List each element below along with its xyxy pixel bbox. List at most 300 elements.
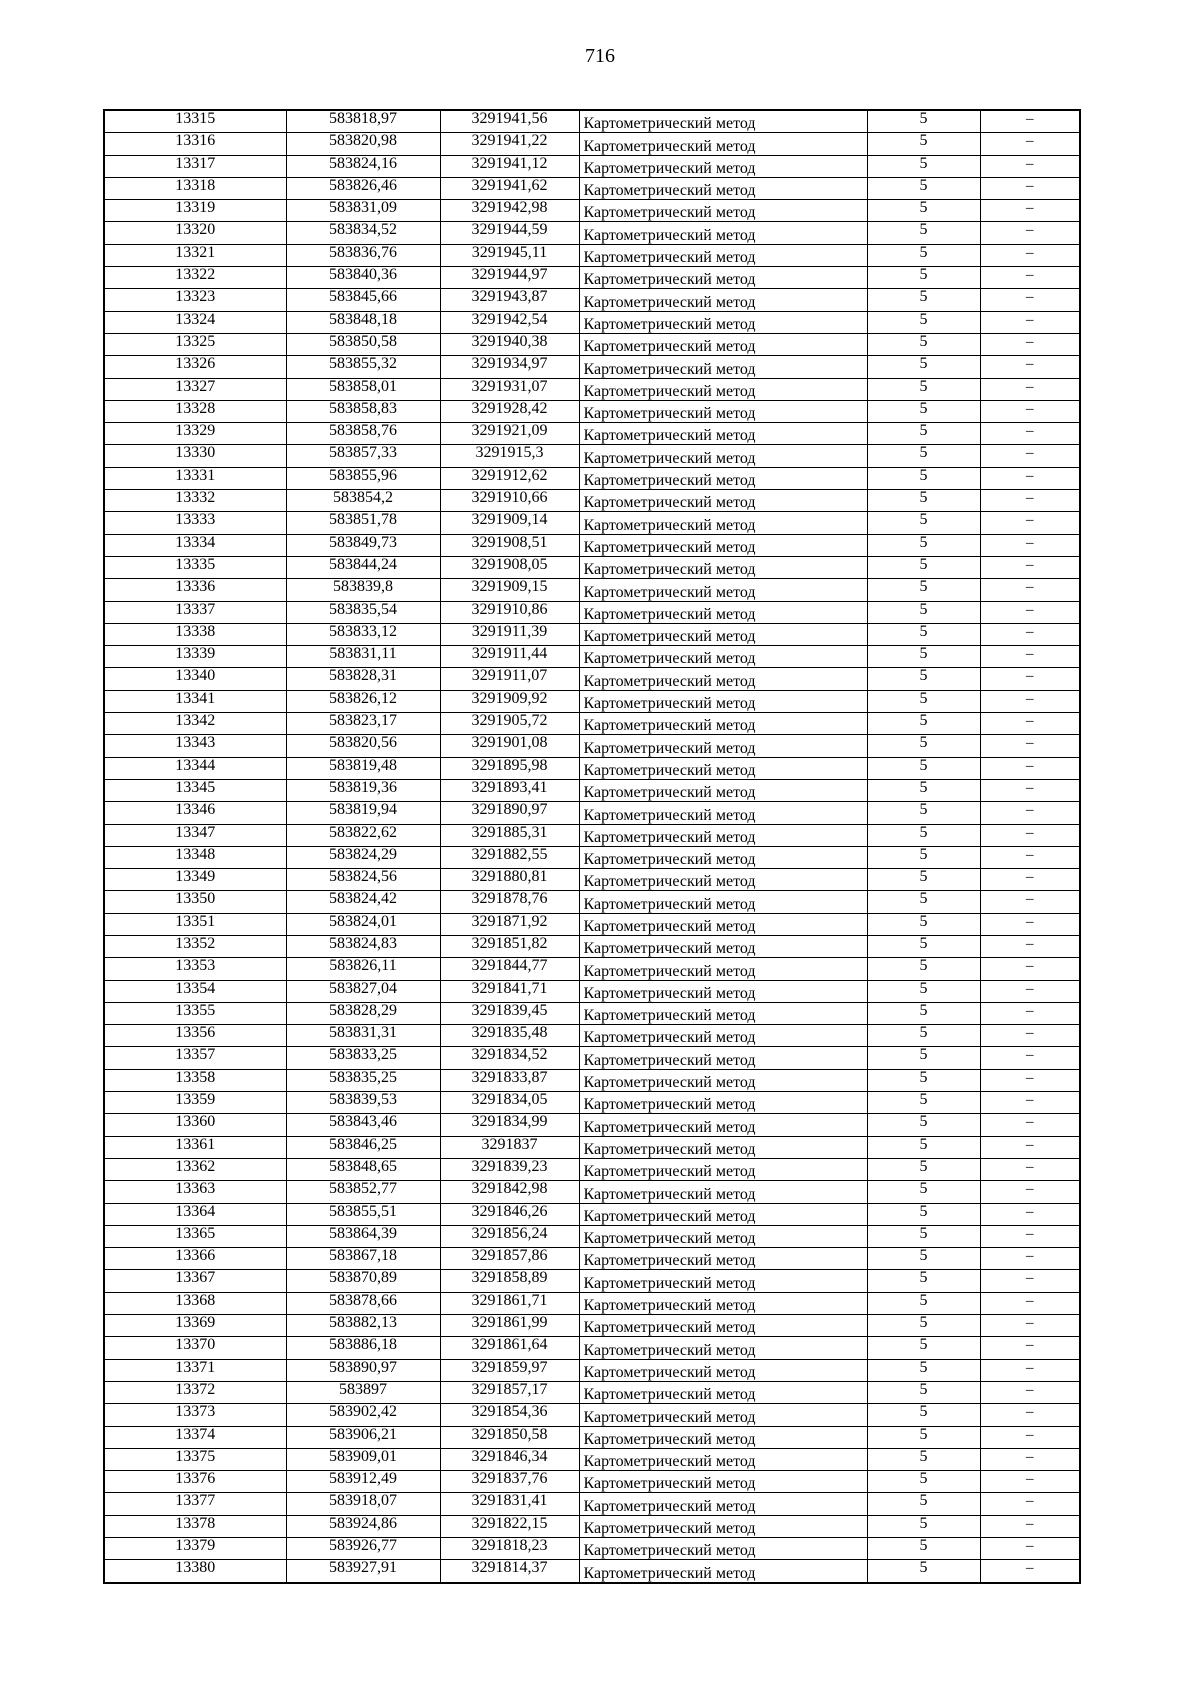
x-coordinate-cell: 583878,66: [286, 1292, 440, 1314]
x-coordinate-cell: 583836,76: [286, 244, 440, 266]
method-cell: Картометрический метод: [579, 1426, 867, 1448]
table-row: [104, 980, 1080, 1002]
y-coordinate-cell: 3291910,66: [440, 490, 579, 512]
method-cell: Картометрический метод: [579, 1158, 867, 1180]
accuracy-cell: 5: [867, 935, 980, 957]
point-number-cell: 13323: [104, 289, 286, 311]
description-cell: –: [980, 311, 1080, 333]
description-cell: –: [980, 177, 1080, 199]
table-row: [104, 824, 1080, 846]
method-cell: Картометрический метод: [579, 445, 867, 467]
description-cell: –: [980, 1404, 1080, 1426]
table-row: [104, 757, 1080, 779]
y-coordinate-cell: 3291911,44: [440, 646, 579, 668]
description-cell: –: [980, 1114, 1080, 1136]
table-row: [104, 1181, 1080, 1203]
accuracy-cell: 5: [867, 1538, 980, 1560]
accuracy-cell: 5: [867, 869, 980, 891]
x-coordinate-cell: 583846,25: [286, 1136, 440, 1158]
point-number-cell: 13351: [104, 913, 286, 935]
method-cell: Картометрический метод: [579, 289, 867, 311]
method-cell: Картометрический метод: [579, 935, 867, 957]
accuracy-cell: 5: [867, 1493, 980, 1515]
method-cell: Картометрический метод: [579, 222, 867, 244]
table-row: [104, 445, 1080, 467]
x-coordinate-cell: 583834,52: [286, 222, 440, 244]
method-cell: Картометрический метод: [579, 1471, 867, 1493]
point-number-cell: 13329: [104, 423, 286, 445]
description-cell: –: [980, 556, 1080, 578]
table-row: [104, 1270, 1080, 1292]
accuracy-cell: 5: [867, 467, 980, 489]
x-coordinate-cell: 583867,18: [286, 1248, 440, 1270]
accuracy-cell: 5: [867, 1315, 980, 1337]
accuracy-cell: 5: [867, 400, 980, 422]
accuracy-cell: 5: [867, 445, 980, 467]
x-coordinate-cell: 583849,73: [286, 534, 440, 556]
description-cell: –: [980, 423, 1080, 445]
y-coordinate-cell: 3291871,92: [440, 913, 579, 935]
table-row: [104, 1203, 1080, 1225]
method-cell: Картометрический метод: [579, 690, 867, 712]
y-coordinate-cell: 3291861,71: [440, 1292, 579, 1314]
point-number-cell: 13356: [104, 1025, 286, 1047]
table-row: [104, 1002, 1080, 1024]
y-coordinate-cell: 3291841,71: [440, 980, 579, 1002]
method-cell: Картометрический метод: [579, 155, 867, 177]
x-coordinate-cell: 583906,21: [286, 1426, 440, 1448]
accuracy-cell: 5: [867, 1047, 980, 1069]
y-coordinate-cell: 3291818,23: [440, 1538, 579, 1560]
method-cell: Картометрический метод: [579, 1448, 867, 1470]
accuracy-cell: 5: [867, 1426, 980, 1448]
x-coordinate-cell: 583824,42: [286, 891, 440, 913]
accuracy-cell: 5: [867, 958, 980, 980]
y-coordinate-cell: 3291943,87: [440, 289, 579, 311]
table-row: [104, 177, 1080, 199]
y-coordinate-cell: 3291944,59: [440, 222, 579, 244]
description-cell: –: [980, 155, 1080, 177]
y-coordinate-cell: 3291822,15: [440, 1515, 579, 1537]
table-row: [104, 579, 1080, 601]
y-coordinate-cell: 3291834,05: [440, 1092, 579, 1114]
method-cell: Картометрический метод: [579, 1181, 867, 1203]
point-number-cell: 13338: [104, 623, 286, 645]
accuracy-cell: 5: [867, 490, 980, 512]
coordinates-table-body: [104, 110, 1080, 1583]
point-number-cell: 13337: [104, 601, 286, 623]
point-number-cell: 13348: [104, 846, 286, 868]
method-cell: Картометрический метод: [579, 400, 867, 422]
accuracy-cell: 5: [867, 1381, 980, 1403]
accuracy-cell: 5: [867, 244, 980, 266]
x-coordinate-cell: 583833,12: [286, 623, 440, 645]
method-cell: Картометрический метод: [579, 1025, 867, 1047]
y-coordinate-cell: 3291837,76: [440, 1471, 579, 1493]
x-coordinate-cell: 583855,51: [286, 1203, 440, 1225]
table-row: [104, 1025, 1080, 1047]
accuracy-cell: 5: [867, 735, 980, 757]
point-number-cell: 13335: [104, 556, 286, 578]
accuracy-cell: 5: [867, 1114, 980, 1136]
description-cell: –: [980, 958, 1080, 980]
table-row: [104, 713, 1080, 735]
x-coordinate-cell: 583890,97: [286, 1359, 440, 1381]
method-cell: Картометрический метод: [579, 579, 867, 601]
x-coordinate-cell: 583844,24: [286, 556, 440, 578]
table-row: [104, 1092, 1080, 1114]
method-cell: Картометрический метод: [579, 1292, 867, 1314]
point-number-cell: 13328: [104, 400, 286, 422]
accuracy-cell: 5: [867, 646, 980, 668]
x-coordinate-cell: 583845,66: [286, 289, 440, 311]
x-coordinate-cell: 583843,46: [286, 1114, 440, 1136]
accuracy-cell: 5: [867, 289, 980, 311]
description-cell: –: [980, 400, 1080, 422]
method-cell: Картометрический метод: [579, 668, 867, 690]
x-coordinate-cell: 583902,42: [286, 1404, 440, 1426]
description-cell: –: [980, 713, 1080, 735]
x-coordinate-cell: 583820,98: [286, 133, 440, 155]
description-cell: –: [980, 1092, 1080, 1114]
method-cell: Картометрический метод: [579, 1248, 867, 1270]
method-cell: Картометрический метод: [579, 623, 867, 645]
table-row: [104, 601, 1080, 623]
point-number-cell: 13344: [104, 757, 286, 779]
accuracy-cell: 5: [867, 423, 980, 445]
accuracy-cell: 5: [867, 1404, 980, 1426]
description-cell: –: [980, 467, 1080, 489]
point-number-cell: 13364: [104, 1203, 286, 1225]
point-number-cell: 13326: [104, 356, 286, 378]
y-coordinate-cell: 3291859,97: [440, 1359, 579, 1381]
accuracy-cell: 5: [867, 980, 980, 1002]
accuracy-cell: 5: [867, 1270, 980, 1292]
table-row: [104, 244, 1080, 266]
point-number-cell: 13362: [104, 1158, 286, 1180]
method-cell: Картометрический метод: [579, 646, 867, 668]
description-cell: –: [980, 1493, 1080, 1515]
accuracy-cell: 5: [867, 846, 980, 868]
y-coordinate-cell: 3291910,86: [440, 601, 579, 623]
accuracy-cell: 5: [867, 556, 980, 578]
accuracy-cell: 5: [867, 601, 980, 623]
description-cell: –: [980, 1225, 1080, 1247]
description-cell: –: [980, 824, 1080, 846]
y-coordinate-cell: 3291834,99: [440, 1114, 579, 1136]
y-coordinate-cell: 3291882,55: [440, 846, 579, 868]
y-coordinate-cell: 3291909,92: [440, 690, 579, 712]
y-coordinate-cell: 3291941,22: [440, 133, 579, 155]
point-number-cell: 13369: [104, 1315, 286, 1337]
y-coordinate-cell: 3291858,89: [440, 1270, 579, 1292]
point-number-cell: 13349: [104, 869, 286, 891]
method-cell: Картометрический метод: [579, 490, 867, 512]
method-cell: Картометрический метод: [579, 356, 867, 378]
method-cell: Картометрический метод: [579, 1493, 867, 1515]
y-coordinate-cell: 3291851,82: [440, 935, 579, 957]
accuracy-cell: 5: [867, 757, 980, 779]
method-cell: Картометрический метод: [579, 1404, 867, 1426]
method-cell: Картометрический метод: [579, 779, 867, 801]
accuracy-cell: 5: [867, 802, 980, 824]
description-cell: –: [980, 490, 1080, 512]
point-number-cell: 13354: [104, 980, 286, 1002]
point-number-cell: 13322: [104, 267, 286, 289]
x-coordinate-cell: 583824,01: [286, 913, 440, 935]
accuracy-cell: 5: [867, 133, 980, 155]
table-row: [104, 735, 1080, 757]
x-coordinate-cell: 583858,76: [286, 423, 440, 445]
description-cell: –: [980, 110, 1080, 133]
table-row: [104, 200, 1080, 222]
description-cell: –: [980, 891, 1080, 913]
table-row: [104, 400, 1080, 422]
method-cell: Картометрический метод: [579, 824, 867, 846]
description-cell: –: [980, 133, 1080, 155]
x-coordinate-cell: 583855,96: [286, 467, 440, 489]
method-cell: Картометрический метод: [579, 1315, 867, 1337]
table-row: [104, 1337, 1080, 1359]
description-cell: –: [980, 1315, 1080, 1337]
accuracy-cell: 5: [867, 1158, 980, 1180]
description-cell: –: [980, 1069, 1080, 1091]
x-coordinate-cell: 583824,16: [286, 155, 440, 177]
point-number-cell: 13318: [104, 177, 286, 199]
accuracy-cell: 5: [867, 378, 980, 400]
point-number-cell: 13342: [104, 713, 286, 735]
x-coordinate-cell: 583851,78: [286, 512, 440, 534]
description-cell: –: [980, 935, 1080, 957]
x-coordinate-cell: 583850,58: [286, 333, 440, 355]
y-coordinate-cell: 3291908,05: [440, 556, 579, 578]
method-cell: Картометрический метод: [579, 1381, 867, 1403]
x-coordinate-cell: 583831,09: [286, 200, 440, 222]
y-coordinate-cell: 3291861,64: [440, 1337, 579, 1359]
point-number-cell: 13373: [104, 1404, 286, 1426]
y-coordinate-cell: 3291893,41: [440, 779, 579, 801]
table-row: [104, 958, 1080, 980]
y-coordinate-cell: 3291854,36: [440, 1404, 579, 1426]
accuracy-cell: 5: [867, 1471, 980, 1493]
accuracy-cell: 5: [867, 1515, 980, 1537]
table-row: [104, 779, 1080, 801]
table-row: [104, 267, 1080, 289]
method-cell: Картометрический метод: [579, 1538, 867, 1560]
y-coordinate-cell: 3291837: [440, 1136, 579, 1158]
x-coordinate-cell: 583831,11: [286, 646, 440, 668]
y-coordinate-cell: 3291908,51: [440, 534, 579, 556]
table-row: [104, 623, 1080, 645]
point-number-cell: 13324: [104, 311, 286, 333]
y-coordinate-cell: 3291842,98: [440, 1181, 579, 1203]
method-cell: Картометрический метод: [579, 110, 867, 133]
table-row: [104, 1426, 1080, 1448]
table-row: [104, 155, 1080, 177]
description-cell: –: [980, 1181, 1080, 1203]
table-row: [104, 1493, 1080, 1515]
point-number-cell: 13332: [104, 490, 286, 512]
accuracy-cell: 5: [867, 534, 980, 556]
method-cell: Картометрический метод: [579, 177, 867, 199]
y-coordinate-cell: 3291885,31: [440, 824, 579, 846]
point-number-cell: 13360: [104, 1114, 286, 1136]
description-cell: –: [980, 869, 1080, 891]
y-coordinate-cell: 3291901,08: [440, 735, 579, 757]
table-row: [104, 1158, 1080, 1180]
point-number-cell: 13367: [104, 1270, 286, 1292]
description-cell: –: [980, 846, 1080, 868]
x-coordinate-cell: 583839,53: [286, 1092, 440, 1114]
x-coordinate-cell: 583858,83: [286, 400, 440, 422]
point-number-cell: 13363: [104, 1181, 286, 1203]
accuracy-cell: 5: [867, 891, 980, 913]
y-coordinate-cell: 3291941,12: [440, 155, 579, 177]
point-number-cell: 13379: [104, 1538, 286, 1560]
description-cell: –: [980, 757, 1080, 779]
method-cell: Картометрический метод: [579, 133, 867, 155]
table-row: [104, 1560, 1080, 1583]
table-row: [104, 690, 1080, 712]
method-cell: Картометрический метод: [579, 757, 867, 779]
point-number-cell: 13377: [104, 1493, 286, 1515]
x-coordinate-cell: 583828,29: [286, 1002, 440, 1024]
method-cell: Картометрический метод: [579, 958, 867, 980]
point-number-cell: 13315: [104, 110, 286, 133]
point-number-cell: 13374: [104, 1426, 286, 1448]
description-cell: –: [980, 1515, 1080, 1537]
method-cell: Картометрический метод: [579, 556, 867, 578]
accuracy-cell: 5: [867, 1225, 980, 1247]
y-coordinate-cell: 3291846,34: [440, 1448, 579, 1470]
table-row: [104, 1047, 1080, 1069]
x-coordinate-cell: 583819,48: [286, 757, 440, 779]
description-cell: –: [980, 1471, 1080, 1493]
method-cell: Картометрический метод: [579, 891, 867, 913]
y-coordinate-cell: 3291931,07: [440, 378, 579, 400]
y-coordinate-cell: 3291839,45: [440, 1002, 579, 1024]
point-number-cell: 13327: [104, 378, 286, 400]
accuracy-cell: 5: [867, 779, 980, 801]
accuracy-cell: 5: [867, 1203, 980, 1225]
y-coordinate-cell: 3291833,87: [440, 1069, 579, 1091]
y-coordinate-cell: 3291928,42: [440, 400, 579, 422]
point-number-cell: 13325: [104, 333, 286, 355]
description-cell: –: [980, 913, 1080, 935]
y-coordinate-cell: 3291878,76: [440, 891, 579, 913]
method-cell: Картометрический метод: [579, 869, 867, 891]
x-coordinate-cell: 583839,8: [286, 579, 440, 601]
description-cell: –: [980, 802, 1080, 824]
x-coordinate-cell: 583848,18: [286, 311, 440, 333]
description-cell: –: [980, 244, 1080, 266]
accuracy-cell: 5: [867, 267, 980, 289]
x-coordinate-cell: 583912,49: [286, 1471, 440, 1493]
method-cell: Картометрический метод: [579, 1069, 867, 1091]
method-cell: Картометрический метод: [579, 1047, 867, 1069]
method-cell: Картометрический метод: [579, 423, 867, 445]
point-number-cell: 13358: [104, 1069, 286, 1091]
table-row: [104, 534, 1080, 556]
y-coordinate-cell: 3291839,23: [440, 1158, 579, 1180]
description-cell: –: [980, 646, 1080, 668]
table-row: [104, 1471, 1080, 1493]
y-coordinate-cell: 3291912,62: [440, 467, 579, 489]
x-coordinate-cell: 583909,01: [286, 1448, 440, 1470]
description-cell: –: [980, 512, 1080, 534]
table-row: [104, 556, 1080, 578]
method-cell: Картометрический метод: [579, 735, 867, 757]
accuracy-cell: 5: [867, 311, 980, 333]
y-coordinate-cell: 3291844,77: [440, 958, 579, 980]
method-cell: Картометрический метод: [579, 1002, 867, 1024]
point-number-cell: 13345: [104, 779, 286, 801]
description-cell: –: [980, 1292, 1080, 1314]
point-number-cell: 13347: [104, 824, 286, 846]
point-number-cell: 13316: [104, 133, 286, 155]
table-row: [104, 1225, 1080, 1247]
method-cell: Картометрический метод: [579, 1515, 867, 1537]
x-coordinate-cell: 583897: [286, 1381, 440, 1403]
x-coordinate-cell: 583818,97: [286, 110, 440, 133]
y-coordinate-cell: 3291909,15: [440, 579, 579, 601]
point-number-cell: 13366: [104, 1248, 286, 1270]
method-cell: Картометрический метод: [579, 1337, 867, 1359]
y-coordinate-cell: 3291890,97: [440, 802, 579, 824]
point-number-cell: 13339: [104, 646, 286, 668]
table-row: [104, 891, 1080, 913]
coordinates-table: [103, 109, 1081, 1584]
description-cell: –: [980, 534, 1080, 556]
point-number-cell: 13334: [104, 534, 286, 556]
table-row: [104, 846, 1080, 868]
x-coordinate-cell: 583852,77: [286, 1181, 440, 1203]
point-number-cell: 13320: [104, 222, 286, 244]
method-cell: Картометрический метод: [579, 512, 867, 534]
x-coordinate-cell: 583927,91: [286, 1560, 440, 1583]
table-row: [104, 1136, 1080, 1158]
y-coordinate-cell: 3291945,11: [440, 244, 579, 266]
description-cell: –: [980, 980, 1080, 1002]
x-coordinate-cell: 583826,12: [286, 690, 440, 712]
point-number-cell: 13370: [104, 1337, 286, 1359]
description-cell: –: [980, 668, 1080, 690]
table-row: [104, 490, 1080, 512]
description-cell: –: [980, 1359, 1080, 1381]
table-row: [104, 1515, 1080, 1537]
method-cell: Картометрический метод: [579, 267, 867, 289]
description-cell: –: [980, 378, 1080, 400]
point-number-cell: 13352: [104, 935, 286, 957]
y-coordinate-cell: 3291909,14: [440, 512, 579, 534]
description-cell: –: [980, 690, 1080, 712]
point-number-cell: 13365: [104, 1225, 286, 1247]
x-coordinate-cell: 583858,01: [286, 378, 440, 400]
description-cell: –: [980, 601, 1080, 623]
y-coordinate-cell: 3291941,62: [440, 177, 579, 199]
accuracy-cell: 5: [867, 1448, 980, 1470]
point-number-cell: 13346: [104, 802, 286, 824]
accuracy-cell: 5: [867, 177, 980, 199]
point-number-cell: 13361: [104, 1136, 286, 1158]
description-cell: –: [980, 445, 1080, 467]
method-cell: Картометрический метод: [579, 200, 867, 222]
table-row: [104, 1381, 1080, 1403]
method-cell: Картометрический метод: [579, 244, 867, 266]
accuracy-cell: 5: [867, 333, 980, 355]
table-row: [104, 802, 1080, 824]
method-cell: Картометрический метод: [579, 846, 867, 868]
